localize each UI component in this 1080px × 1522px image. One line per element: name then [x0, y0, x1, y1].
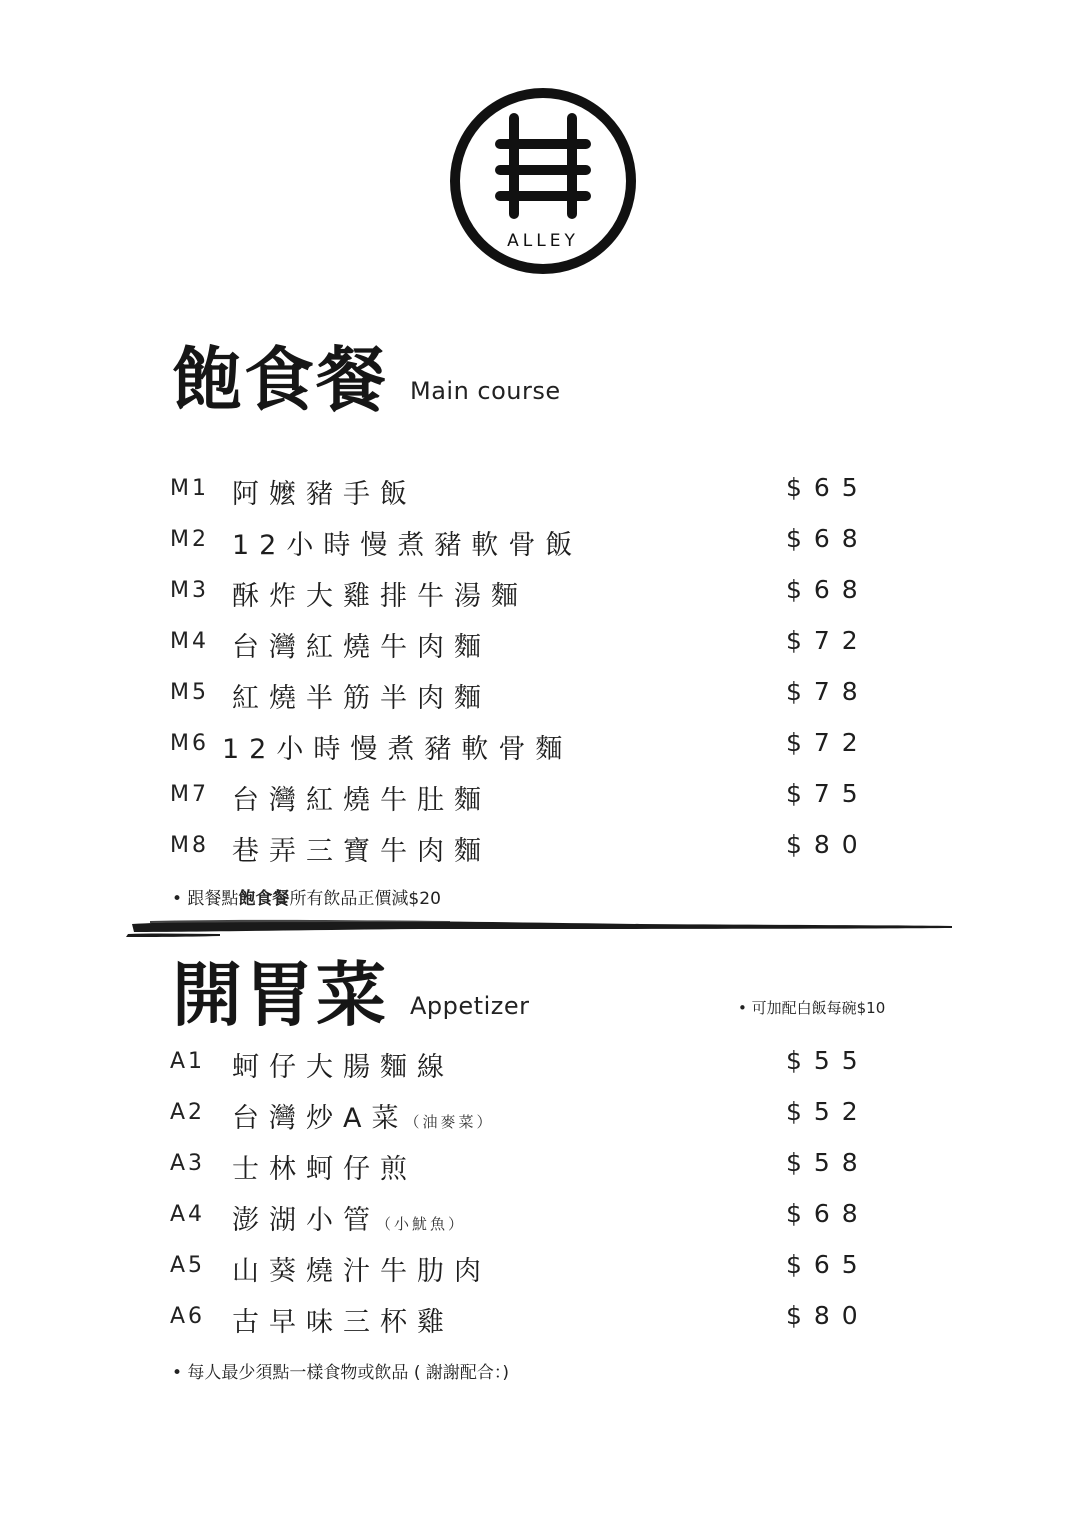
item-price: $65: [786, 473, 870, 502]
item-name-text: 山葵燒汁牛肋肉: [232, 1256, 491, 1287]
appetizer-header: [172, 954, 530, 1036]
item-name: [232, 1147, 417, 1186]
item-code: A2: [170, 1100, 206, 1125]
menu-item-m6: [170, 721, 870, 772]
item-code: M6: [170, 731, 209, 756]
item-name-text: 台灣炒A菜: [232, 1103, 409, 1134]
item-code: A4: [170, 1202, 206, 1227]
item-code: A3: [170, 1151, 206, 1176]
item-price: $58: [786, 1148, 870, 1177]
item-name: 台灣紅燒牛肉麵: [232, 632, 491, 663]
appetizer-subtitle: Appetizer: [410, 992, 530, 1020]
menu-item-m5: [170, 670, 870, 721]
drink-discount-note: [172, 884, 441, 909]
item-name: 酥炸大雞排牛湯麵: [232, 581, 528, 612]
item-price: $75: [786, 779, 870, 808]
item-price: $80: [786, 1301, 870, 1330]
item-code: M8: [170, 833, 209, 858]
minimum-order-note: • 每人最少須點一樣食物或飲品 ( 謝謝配合：): [172, 1363, 510, 1383]
item-price: $80: [786, 830, 870, 859]
menu-item-m7: [170, 772, 870, 823]
item-price: $52: [786, 1097, 870, 1126]
alley-logo: [448, 86, 638, 276]
item-name: 12小時慢煮豬軟骨麵: [222, 734, 573, 765]
item-name: [232, 1045, 454, 1084]
main-course-title: 飽食餐: [172, 339, 388, 421]
item-name: 阿嬤豬手飯: [232, 479, 417, 510]
item-name: 巷弄三寶牛肉麵: [232, 836, 491, 867]
item-price: $65: [786, 1250, 870, 1279]
item-name-note: （小魷魚）: [376, 1215, 467, 1233]
menu-item-m4: [170, 619, 870, 670]
logo-text: ALLEY: [507, 231, 579, 251]
item-price: $68: [786, 524, 870, 553]
item-name-note: （油麥菜）: [404, 1113, 495, 1131]
item-code: M5: [170, 680, 209, 705]
menu-item-m8: [170, 823, 870, 874]
item-price: $78: [786, 677, 870, 706]
item-name: [232, 1300, 454, 1339]
menu-item-a4: [170, 1192, 870, 1243]
item-price: $68: [786, 575, 870, 604]
rice-addon-note: • 可加配白飯每碗$10: [738, 999, 886, 1017]
item-code: M2: [170, 527, 209, 552]
menu-item-m3: [170, 568, 870, 619]
item-name-text: 蚵仔大腸麵線: [232, 1052, 454, 1083]
menu-item-m2: [170, 517, 870, 568]
note-prefix: • 跟餐點: [172, 889, 239, 909]
item-price: $68: [786, 1199, 870, 1228]
item-name: [232, 1249, 491, 1288]
menu-item-a1: [170, 1039, 870, 1090]
item-price: $72: [786, 626, 870, 655]
item-code: M7: [170, 782, 209, 807]
item-price: $55: [786, 1046, 870, 1075]
note-bold: 飽食餐: [238, 889, 290, 909]
main-course-header: [172, 339, 561, 421]
item-code: A5: [170, 1253, 206, 1278]
item-name: [232, 1096, 495, 1135]
item-name-text: 古早味三杯雞: [232, 1307, 454, 1338]
item-price: $72: [786, 728, 870, 757]
item-name-text: 澎湖小管: [232, 1205, 380, 1236]
item-code: M3: [170, 578, 209, 603]
menu-item-a6: [170, 1294, 870, 1345]
item-code: M1: [170, 476, 209, 501]
menu-item-m1: [170, 466, 870, 517]
item-name: 台灣紅燒牛肚麵: [232, 785, 491, 816]
item-name: 紅燒半筋半肉麵: [232, 683, 491, 714]
alley-logo-mark: [448, 86, 638, 276]
main-course-subtitle: Main course: [410, 377, 561, 405]
item-code: A6: [170, 1304, 206, 1329]
item-code: A1: [170, 1049, 206, 1074]
main-course-list: [170, 466, 870, 874]
menu-item-a3: [170, 1141, 870, 1192]
appetizer-list: [170, 1039, 870, 1345]
item-name: [232, 1198, 466, 1237]
note-suffix: 所有飲品正價減$20: [289, 889, 441, 909]
item-name: 12小時慢煮豬軟骨飯: [232, 530, 583, 561]
item-name-text: 士林蚵仔煎: [232, 1154, 417, 1185]
appetizer-title: 開胃菜: [172, 954, 388, 1036]
menu-item-a2: [170, 1090, 870, 1141]
brush-divider: [120, 912, 960, 942]
menu-item-a5: [170, 1243, 870, 1294]
item-code: M4: [170, 629, 209, 654]
